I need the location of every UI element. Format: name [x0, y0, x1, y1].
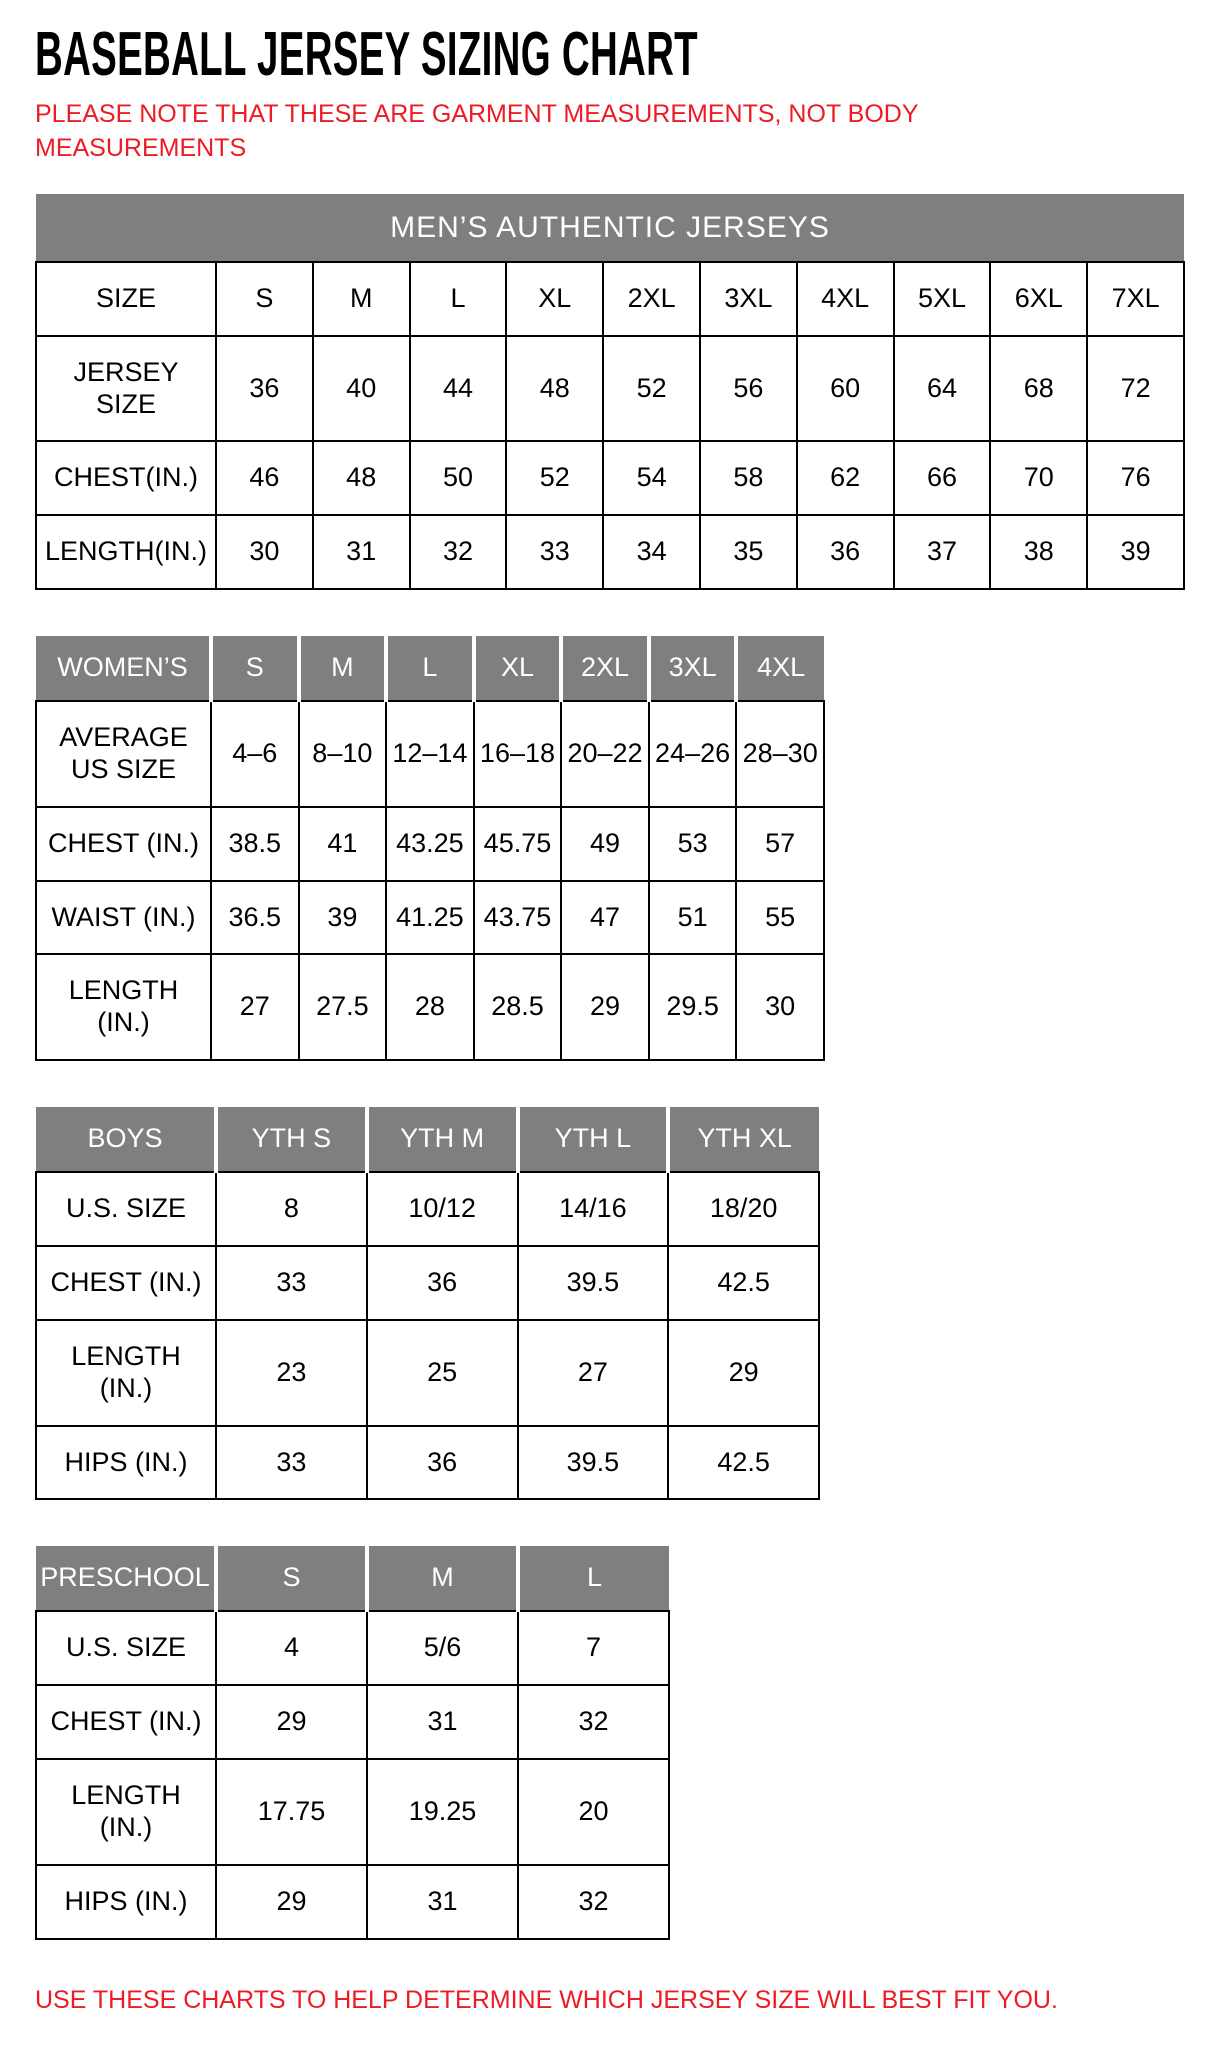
size-value-cell: 58 — [700, 441, 797, 515]
row-label-cell: LENGTH(IN.) — [36, 515, 216, 589]
size-value-cell: 41.25 — [386, 881, 474, 955]
size-value-cell: 24–26 — [649, 701, 737, 807]
size-value-cell: 54 — [603, 441, 700, 515]
column-header-cell: 3XL — [649, 636, 737, 701]
size-value-cell: 39 — [1087, 515, 1184, 589]
row-label-cell: LENGTH (IN.) — [36, 954, 211, 1060]
mens-size-table — [35, 194, 1185, 591]
table-name-cell: WOMEN’S — [36, 636, 211, 701]
size-value-cell: 40 — [313, 336, 410, 442]
size-value-cell: 36 — [367, 1426, 518, 1500]
size-value-cell: 27.5 — [299, 954, 387, 1060]
size-value-cell: M — [313, 262, 410, 336]
table-row — [36, 515, 1184, 589]
size-value-cell: 42.5 — [668, 1246, 819, 1320]
womens-size-table — [35, 636, 825, 1061]
size-value-cell: 36.5 — [211, 881, 299, 955]
size-value-cell: 36 — [216, 336, 313, 442]
row-label-cell: SIZE — [36, 262, 216, 336]
size-value-cell: 16–18 — [474, 701, 562, 807]
size-value-cell: 17.75 — [216, 1759, 367, 1865]
row-label-cell: AVERAGE US SIZE — [36, 701, 211, 807]
size-value-cell: 53 — [649, 807, 737, 881]
size-value-cell: 44 — [410, 336, 507, 442]
garment-measurement-note: PLEASE NOTE THAT THESE ARE GARMENT MEASUREMENTS, NOT BODY MEASUREMENTS — [35, 100, 919, 162]
size-value-cell: 33 — [216, 1426, 367, 1500]
table-row — [36, 262, 1184, 336]
size-value-cell: 51 — [649, 881, 737, 955]
row-label-cell: HIPS (IN.) — [36, 1865, 216, 1939]
size-value-cell: 12–14 — [386, 701, 474, 807]
size-value-cell: 47 — [561, 881, 649, 955]
size-value-cell: 48 — [506, 336, 603, 442]
column-header-cell: L — [518, 1546, 669, 1611]
table-row — [36, 441, 1184, 515]
size-value-cell: 38.5 — [211, 807, 299, 881]
size-value-cell: 18/20 — [668, 1172, 819, 1246]
table-row — [36, 1759, 669, 1865]
footer-note: USE THESE CHARTS TO HELP DETERMINE WHICH JERSEY SIZE WILL BEST FIT YOU. — [35, 1985, 1058, 2014]
size-value-cell: 60 — [797, 336, 894, 442]
table-row — [36, 1426, 819, 1500]
row-label-cell: LENGTH (IN.) — [36, 1320, 216, 1426]
size-value-cell: 28.5 — [474, 954, 562, 1060]
column-header-cell: YTH M — [367, 1107, 518, 1172]
table-name-cell: PRESCHOOL — [36, 1546, 216, 1611]
boys-size-table — [35, 1107, 820, 1500]
table-row — [36, 1172, 819, 1246]
row-label-cell: U.S. SIZE — [36, 1172, 216, 1246]
row-label-cell: U.S. SIZE — [36, 1611, 216, 1685]
row-label-cell: CHEST (IN.) — [36, 1685, 216, 1759]
size-value-cell: 32 — [410, 515, 507, 589]
column-header-cell: 2XL — [561, 636, 649, 701]
size-value-cell: 48 — [313, 441, 410, 515]
size-value-cell: 29 — [668, 1320, 819, 1426]
size-value-cell: 50 — [410, 441, 507, 515]
size-value-cell: 29.5 — [649, 954, 737, 1060]
row-label-cell: CHEST(IN.) — [36, 441, 216, 515]
size-value-cell: 43.75 — [474, 881, 562, 955]
mens-table-title: MEN’S AUTHENTIC JERSEYS — [36, 194, 1184, 262]
size-value-cell: 52 — [506, 441, 603, 515]
table-row — [36, 1611, 669, 1685]
row-label-cell: CHEST (IN.) — [36, 807, 211, 881]
size-value-cell: 37 — [894, 515, 991, 589]
table-row — [36, 701, 824, 807]
size-value-cell: 29 — [561, 954, 649, 1060]
size-value-cell: 28–30 — [736, 701, 824, 807]
size-value-cell: 39.5 — [518, 1426, 669, 1500]
table-title-row — [36, 194, 1184, 262]
size-value-cell: 31 — [367, 1685, 518, 1759]
page-title: BASEBALL JERSEY SIZING CHART — [35, 20, 698, 89]
size-value-cell: L — [410, 262, 507, 336]
size-tables-container — [35, 194, 1185, 1940]
size-value-cell: 19.25 — [367, 1759, 518, 1865]
table-row — [36, 954, 824, 1060]
size-value-cell: 62 — [797, 441, 894, 515]
table-row — [36, 807, 824, 881]
size-value-cell: 38 — [990, 515, 1087, 589]
size-value-cell: 4XL — [797, 262, 894, 336]
size-value-cell: 29 — [216, 1685, 367, 1759]
row-label-cell: CHEST (IN.) — [36, 1246, 216, 1320]
size-value-cell: 49 — [561, 807, 649, 881]
size-value-cell: 32 — [518, 1685, 669, 1759]
size-value-cell: 31 — [367, 1865, 518, 1939]
size-value-cell: 28 — [386, 954, 474, 1060]
table-row — [36, 1320, 819, 1426]
size-value-cell: 7 — [518, 1611, 669, 1685]
column-header-row — [36, 1107, 819, 1172]
size-value-cell: 5XL — [894, 262, 991, 336]
size-value-cell: 34 — [603, 515, 700, 589]
size-value-cell: 57 — [736, 807, 824, 881]
table-row — [36, 1865, 669, 1939]
row-label-cell: LENGTH (IN.) — [36, 1759, 216, 1865]
column-header-cell: YTH XL — [668, 1107, 819, 1172]
size-value-cell: 39.5 — [518, 1246, 669, 1320]
size-value-cell: 56 — [700, 336, 797, 442]
size-value-cell: 43.25 — [386, 807, 474, 881]
size-value-cell: 8–10 — [299, 701, 387, 807]
table-row — [36, 881, 824, 955]
column-header-row — [36, 636, 824, 701]
size-value-cell: 5/6 — [367, 1611, 518, 1685]
size-value-cell: 30 — [216, 515, 313, 589]
size-value-cell: 55 — [736, 881, 824, 955]
row-label-cell: JERSEY SIZE — [36, 336, 216, 442]
column-header-cell: M — [299, 636, 387, 701]
size-value-cell: 4 — [216, 1611, 367, 1685]
size-value-cell: S — [216, 262, 313, 336]
size-value-cell: 45.75 — [474, 807, 562, 881]
table-row — [36, 1246, 819, 1320]
table-row — [36, 336, 1184, 442]
column-header-row — [36, 1546, 669, 1611]
column-header-cell: 4XL — [736, 636, 824, 701]
column-header-cell: S — [211, 636, 299, 701]
size-value-cell: 72 — [1087, 336, 1184, 442]
size-value-cell: 64 — [894, 336, 991, 442]
size-value-cell: 36 — [797, 515, 894, 589]
size-value-cell: 10/12 — [367, 1172, 518, 1246]
size-value-cell: 6XL — [990, 262, 1087, 336]
size-value-cell: 42.5 — [668, 1426, 819, 1500]
table-name-cell: BOYS — [36, 1107, 216, 1172]
table-row — [36, 1685, 669, 1759]
size-value-cell: 36 — [367, 1246, 518, 1320]
size-value-cell: 29 — [216, 1865, 367, 1939]
column-header-cell: M — [367, 1546, 518, 1611]
size-value-cell: 4–6 — [211, 701, 299, 807]
size-value-cell: 41 — [299, 807, 387, 881]
size-value-cell: 8 — [216, 1172, 367, 1246]
column-header-cell: XL — [474, 636, 562, 701]
row-label-cell: HIPS (IN.) — [36, 1426, 216, 1500]
size-value-cell: 33 — [216, 1246, 367, 1320]
size-value-cell: 14/16 — [518, 1172, 669, 1246]
size-value-cell: 33 — [506, 515, 603, 589]
size-value-cell: 25 — [367, 1320, 518, 1426]
column-header-cell: S — [216, 1546, 367, 1611]
size-value-cell: 3XL — [700, 262, 797, 336]
size-value-cell: 23 — [216, 1320, 367, 1426]
size-value-cell: 68 — [990, 336, 1087, 442]
column-header-cell: L — [386, 636, 474, 701]
size-value-cell: 35 — [700, 515, 797, 589]
column-header-cell: YTH S — [216, 1107, 367, 1172]
size-value-cell: 66 — [894, 441, 991, 515]
size-value-cell: 27 — [518, 1320, 669, 1426]
size-value-cell: 27 — [211, 954, 299, 1060]
row-label-cell: WAIST (IN.) — [36, 881, 211, 955]
preschool-size-table — [35, 1546, 670, 1939]
size-value-cell: 7XL — [1087, 262, 1184, 336]
size-value-cell: 39 — [299, 881, 387, 955]
size-value-cell: 20 — [518, 1759, 669, 1865]
size-value-cell: 70 — [990, 441, 1087, 515]
size-value-cell: 52 — [603, 336, 700, 442]
size-value-cell: 31 — [313, 515, 410, 589]
size-value-cell: 76 — [1087, 441, 1184, 515]
column-header-cell: YTH L — [518, 1107, 669, 1172]
size-value-cell: XL — [506, 262, 603, 336]
size-value-cell: 32 — [518, 1865, 669, 1939]
size-value-cell: 46 — [216, 441, 313, 515]
size-value-cell: 20–22 — [561, 701, 649, 807]
size-value-cell: 30 — [736, 954, 824, 1060]
size-value-cell: 2XL — [603, 262, 700, 336]
